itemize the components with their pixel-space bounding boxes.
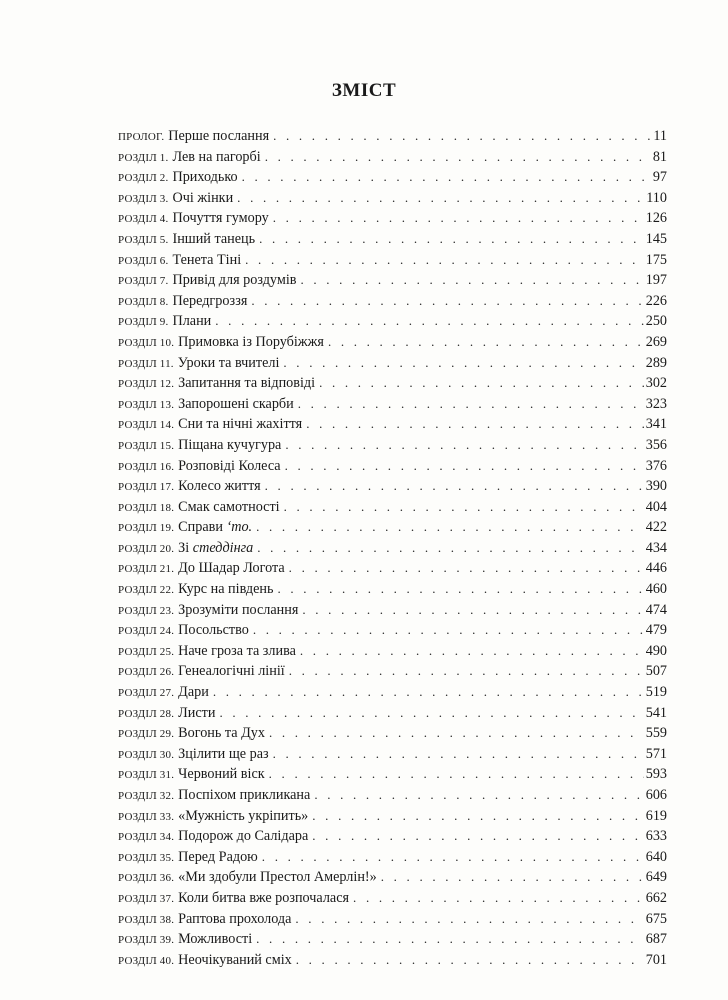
toc-leader-dots	[312, 808, 643, 824]
toc-entry-title	[172, 169, 237, 186]
toc-entry-title-text: Почуття гумору	[172, 210, 269, 227]
toc-entry-prefix: РОЗДІЛ 3.	[118, 192, 169, 205]
toc-leader-dots	[253, 622, 644, 638]
toc-entry-title-text: Зцілити ще раз	[178, 745, 269, 762]
toc-entry-title-italic: ‘то.	[226, 519, 253, 536]
toc-entry-page-number: 302	[645, 375, 667, 392]
toc-entry-prefix: РОЗДІЛ 29.	[118, 728, 175, 741]
page-title: ЗМІСТ	[331, 80, 397, 101]
toc-leader-dots	[278, 581, 644, 597]
toc-entry-title	[172, 210, 268, 227]
toc-entry-title-text: Приходько	[172, 169, 238, 186]
toc-entry	[118, 519, 667, 540]
toc-entry-title	[178, 684, 209, 701]
toc-leader-dots	[242, 169, 651, 185]
toc-leader-dots	[306, 416, 644, 432]
toc-entry-title-text: Розповіді Колеса	[178, 457, 281, 474]
toc-leader-dots	[353, 890, 644, 906]
toc-leader-dots	[265, 478, 644, 494]
toc-leader-dots	[381, 869, 644, 885]
toc-entry-page-number: 662	[645, 889, 667, 906]
toc-entry	[118, 169, 667, 190]
toc-entry-prefix: РОЗДІЛ 34.	[118, 831, 175, 844]
toc-entry-title-text: Коли битва вже розпочалася	[178, 889, 350, 906]
toc-entry-title-text: Піщана кучугура	[178, 436, 282, 453]
toc-entry-title-text: Вогонь та Дух	[178, 725, 265, 742]
toc-entry	[118, 416, 667, 437]
toc-entry-page-number: 490	[645, 642, 667, 659]
toc-entry-page-number: 507	[645, 663, 667, 680]
toc-entry	[118, 869, 667, 890]
toc-entry	[118, 931, 667, 952]
toc-entry-title	[178, 725, 265, 742]
toc-entry	[118, 560, 667, 581]
toc-entry-prefix: РОЗДІЛ 17.	[118, 481, 175, 494]
toc-entry-page-number: 687	[645, 931, 667, 948]
toc-entry-title	[178, 849, 258, 866]
toc-entry-title-text: Плани	[172, 313, 212, 330]
toc-entry-page-number: 110	[646, 189, 667, 206]
toc-entry-title	[178, 416, 302, 433]
toc-leader-dots	[273, 746, 644, 762]
toc-leader-dots	[259, 231, 644, 247]
toc-entry-title	[178, 375, 315, 392]
toc-leader-dots	[251, 293, 643, 309]
toc-entry-title-text: Листи	[178, 704, 216, 721]
toc-entry-title	[178, 787, 310, 804]
toc-entry	[118, 890, 667, 911]
toc-entry-title-text: Посольство	[178, 622, 249, 639]
toc-entry-prefix: РОЗДІЛ 39.	[118, 934, 175, 947]
toc-entry-page-number: 356	[645, 436, 667, 453]
toc-entry-title-text: Зі	[178, 539, 193, 556]
toc-entry	[118, 828, 667, 849]
toc-entry-title-italic: стеддінга	[192, 539, 254, 556]
toc-entry-prefix: РОЗДІЛ 23.	[118, 604, 175, 617]
toc-entry-title	[178, 746, 268, 763]
toc-entry	[118, 602, 667, 623]
toc-entry-prefix: РОЗДІЛ 24.	[118, 625, 175, 638]
toc-leader-dots	[296, 952, 644, 968]
toc-entry-title-text: Очі жінки	[172, 189, 234, 206]
toc-entry-title	[172, 293, 247, 310]
toc-entry	[118, 581, 667, 602]
toc-entry-prefix: РОЗДІЛ 30.	[118, 748, 175, 761]
toc-entry-title	[172, 313, 211, 330]
toc-entry-page-number: 460	[645, 581, 667, 598]
toc-entry-title	[178, 396, 294, 413]
toc-entry-prefix: РОЗДІЛ 15.	[118, 439, 175, 452]
toc-leader-dots	[285, 437, 643, 453]
toc-entry-page-number: 11	[653, 128, 667, 144]
toc-entry-title-text: Сни та нічні жахіття	[178, 416, 303, 433]
toc-entry-title-text: Колесо життя	[178, 478, 261, 495]
toc-entry-page-number: 341	[645, 416, 667, 433]
toc-entry-prefix: РОЗДІЛ 16.	[118, 460, 175, 473]
toc-entry-title	[178, 705, 215, 722]
toc-entry-title	[172, 272, 296, 289]
toc-leader-dots	[283, 355, 643, 371]
toc-leader-dots	[265, 149, 651, 165]
toc-entry-title	[178, 519, 252, 536]
toc-entry-page-number: 97	[652, 169, 667, 186]
toc-entry-title-text: «Мужність укріпить»	[178, 807, 309, 824]
toc-entry-page-number: 571	[645, 745, 667, 762]
toc-entry-prefix: РОЗДІЛ 18.	[118, 501, 175, 514]
toc-entry-page-number: 269	[645, 333, 667, 350]
toc-entry-page-number: 175	[645, 251, 667, 268]
toc-entry-prefix: РОЗДІЛ 20.	[118, 542, 175, 555]
toc-entry	[118, 313, 667, 334]
toc-entry-prefix: РОЗДІЛ 10.	[118, 336, 175, 349]
toc-entry-page-number: 541	[645, 704, 667, 721]
toc-entry-title-text: Примовка із Порубіжжя	[178, 333, 324, 350]
toc-entry-title-text: Перше послання	[168, 128, 270, 144]
toc-leader-dots	[285, 458, 644, 474]
toc-leader-dots	[237, 190, 644, 206]
toc-entry-page-number: 519	[645, 684, 667, 701]
toc-leader-dots	[284, 499, 644, 515]
toc-entry-prefix: РОЗДІЛ 38.	[118, 913, 175, 926]
toc-leader-dots	[215, 313, 643, 329]
toc-entry-page-number: 145	[645, 230, 667, 247]
toc-entry	[118, 911, 667, 932]
toc-entry-page-number: 474	[645, 601, 667, 618]
toc-entry-title	[178, 478, 260, 495]
toc-entry-title	[172, 252, 241, 269]
toc-entry-page-number: 434	[645, 539, 667, 556]
toc-leader-dots	[269, 766, 644, 782]
toc-leader-dots	[213, 684, 644, 700]
toc-entry-title-text: Інший танець	[172, 230, 256, 247]
toc-entry-page-number: 226	[645, 292, 667, 309]
toc-entry-page-number: 404	[645, 498, 667, 515]
toc-entry-prefix: ПРОЛОГ.	[118, 131, 165, 143]
toc-entry	[118, 684, 667, 705]
toc-entry-prefix: РОЗДІЛ 1.	[118, 151, 169, 164]
toc-entry-title	[172, 149, 260, 166]
toc-entry-title	[178, 622, 249, 639]
toc-entry-title-text: Подорож до Салідара	[178, 828, 309, 845]
toc-leader-dots	[219, 705, 643, 721]
toc-entry-title-text: Курс на південь	[178, 581, 274, 598]
toc-entry-prefix: РОЗДІЛ 8.	[118, 295, 169, 308]
toc-leader-dots	[245, 252, 644, 268]
toc-entry	[118, 705, 667, 726]
toc-entry-title	[178, 560, 285, 577]
toc-leader-dots	[273, 128, 651, 144]
toc-entry-title	[178, 602, 298, 619]
toc-entry-title-text: Дари	[178, 684, 209, 701]
toc-entry-title	[178, 911, 291, 928]
toc-entry-prefix: РОЗДІЛ 12.	[118, 378, 175, 391]
toc-leader-dots	[314, 787, 643, 803]
toc-entry-prefix: РОЗДІЛ 7.	[118, 275, 169, 288]
toc-entry-title-text: Запорошені скарби	[178, 395, 294, 412]
toc-entry-page-number: 446	[645, 560, 667, 577]
toc-entry	[118, 499, 667, 520]
toc-entry-page-number: 593	[645, 766, 667, 783]
toc-entry-prefix: РОЗДІЛ 26.	[118, 666, 175, 679]
toc-entry-page-number: 126	[645, 210, 667, 227]
toc-leader-dots	[298, 396, 644, 412]
toc-entry	[118, 952, 667, 973]
toc-leader-dots	[328, 334, 644, 350]
toc-entry-prefix: РОЗДІЛ 32.	[118, 790, 175, 802]
toc-leader-dots	[256, 931, 644, 947]
toc-leader-dots	[300, 272, 643, 288]
toc-entry	[118, 231, 667, 252]
toc-leader-dots	[273, 210, 644, 226]
toc-entry-page-number: 323	[645, 395, 667, 412]
toc-entry-prefix: РОЗДІЛ 33.	[118, 810, 175, 823]
toc-leader-dots	[269, 725, 644, 741]
toc-entry-title-text: Раптова прохолода	[178, 910, 292, 927]
toc-entry-title	[178, 458, 280, 475]
toc-entry-page-number: 606	[645, 787, 667, 803]
toc-leader-dots	[312, 828, 643, 844]
toc-entry-title-text: Лев на пагорбі	[172, 148, 261, 165]
toc-entry	[118, 128, 667, 149]
toc-entry-title	[178, 437, 281, 454]
toc-entry-page-number: 422	[645, 519, 667, 536]
toc-entry-title-text: До Шадар Логота	[178, 560, 285, 577]
toc-entry-title-text: Уроки та вчителі	[177, 354, 280, 371]
toc-entry-page-number: 376	[645, 457, 667, 474]
table-of-contents	[118, 128, 667, 972]
toc-entry	[118, 437, 667, 458]
toc-entry	[118, 355, 667, 376]
toc-entry-title	[178, 952, 292, 969]
toc-entry-title-text: Зрозуміти послання	[178, 601, 299, 618]
toc-entry-title-text: Смак самотності	[178, 498, 280, 515]
toc-entry-title	[178, 663, 285, 680]
toc-entry-title-text: Привід для роздумів	[172, 272, 297, 289]
toc-entry-title-text: Можливості	[178, 931, 253, 948]
toc-entry-title-text: Поспіхом прикликана	[178, 787, 311, 803]
toc-entry	[118, 396, 667, 417]
toc-entry-title-text: Справи	[178, 519, 227, 536]
toc-entry-page-number: 197	[645, 272, 667, 289]
toc-entry-page-number: 649	[645, 869, 667, 886]
toc-leader-dots	[289, 560, 644, 576]
toc-entry-page-number: 619	[645, 807, 667, 824]
toc-entry-title-text: Перед Радою	[178, 848, 258, 865]
toc-leader-dots	[289, 663, 644, 679]
toc-entry	[118, 808, 667, 829]
toc-entry-title	[172, 231, 255, 248]
toc-entry-prefix: РОЗДІЛ 2.	[118, 172, 169, 185]
toc-entry-page-number: 81	[652, 148, 667, 165]
toc-entry-prefix: РОЗДІЛ 9.	[118, 316, 169, 329]
toc-entry-prefix: РОЗДІЛ 36.	[118, 872, 175, 885]
toc-entry-title	[178, 355, 280, 372]
toc-entry-title	[172, 190, 233, 207]
toc-entry-page-number: 701	[645, 951, 667, 968]
toc-entry	[118, 725, 667, 746]
toc-leader-dots	[295, 911, 643, 927]
toc-entry-prefix: РОЗДІЛ 27.	[118, 687, 175, 700]
toc-entry	[118, 540, 667, 561]
toc-entry-prefix: РОЗДІЛ 35.	[118, 851, 175, 864]
toc-entry-page-number: 479	[645, 622, 667, 639]
toc-entry-title	[178, 540, 253, 557]
toc-entry-title-text: Червоний віск	[178, 766, 265, 783]
toc-entry-title	[178, 890, 349, 907]
toc-entry	[118, 210, 667, 231]
toc-entry-page-number: 250	[645, 313, 667, 330]
toc-entry	[118, 334, 667, 355]
toc-entry	[118, 252, 667, 273]
toc-entry-prefix: РОЗДІЛ 22.	[118, 584, 175, 597]
toc-leader-dots	[302, 602, 643, 618]
toc-leader-dots	[262, 849, 644, 865]
toc-entry	[118, 746, 667, 767]
toc-entry	[118, 643, 667, 664]
toc-leader-dots	[256, 519, 644, 535]
toc-entry-page-number: 559	[645, 725, 667, 742]
toc-entry-prefix: РОЗДІЛ 11.	[118, 357, 174, 370]
toc-entry-title	[168, 128, 269, 145]
toc-entry	[118, 622, 667, 643]
toc-entry-prefix: РОЗДІЛ 21.	[118, 563, 175, 576]
toc-entry-title	[178, 499, 279, 516]
toc-entry-title-text: Генеалогічні лінії	[178, 663, 285, 680]
toc-entry-prefix: РОЗДІЛ 25.	[118, 645, 175, 658]
toc-entry	[118, 293, 667, 314]
toc-entry-prefix: РОЗДІЛ 31.	[118, 769, 175, 782]
toc-entry-page-number: 640	[645, 848, 667, 865]
toc-entry-title	[178, 581, 273, 598]
toc-entry-title	[178, 643, 296, 660]
toc-entry-page-number: 289	[645, 354, 667, 371]
toc-leader-dots	[257, 540, 643, 556]
toc-entry	[118, 375, 667, 396]
toc-entry	[118, 766, 667, 787]
toc-entry	[118, 272, 667, 293]
toc-entry-prefix: РОЗДІЛ 14.	[118, 419, 175, 432]
toc-entry	[118, 663, 667, 684]
toc-entry-title-text: Запитання та відповіді	[178, 375, 316, 392]
toc-entry-prefix: РОЗДІЛ 6.	[118, 254, 169, 267]
toc-leader-dots	[319, 375, 644, 391]
toc-entry	[118, 787, 667, 808]
toc-entry-title	[178, 766, 264, 783]
toc-entry-title-text: Передгроззя	[172, 292, 248, 309]
toc-entry-title-text: Тенета Тіні	[172, 251, 242, 268]
toc-entry	[118, 458, 667, 479]
toc-entry-title	[178, 334, 324, 351]
toc-entry-title	[178, 931, 252, 948]
toc-entry-prefix: РОЗДІЛ 13.	[118, 398, 175, 411]
toc-entry-prefix: РОЗДІЛ 5.	[118, 233, 169, 246]
toc-entry-page-number: 633	[645, 828, 667, 845]
toc-entry	[118, 149, 667, 170]
toc-entry-title-text: Наче гроза та злива	[178, 642, 296, 659]
toc-entry-title-text: «Ми здобули Престол Амерлін!»	[178, 869, 377, 886]
toc-entry-title	[178, 869, 377, 886]
toc-entry	[118, 849, 667, 870]
toc-entry	[118, 190, 667, 211]
toc-entry	[118, 478, 667, 499]
toc-entry-prefix: РОЗДІЛ 19.	[118, 522, 175, 535]
toc-entry-prefix: РОЗДІЛ 4.	[118, 213, 169, 226]
toc-entry-prefix: РОЗДІЛ 28.	[118, 707, 175, 720]
toc-entry-prefix: РОЗДІЛ 40.	[118, 954, 175, 967]
toc-entry-page-number: 390	[645, 478, 667, 495]
toc-entry-title	[178, 808, 308, 825]
toc-entry-title	[178, 828, 308, 845]
toc-leader-dots	[300, 643, 644, 659]
toc-entry-page-number: 675	[645, 910, 667, 927]
toc-entry-title-text: Неочікуваний сміх	[178, 951, 292, 968]
toc-entry-prefix: РОЗДІЛ 37.	[118, 892, 175, 905]
